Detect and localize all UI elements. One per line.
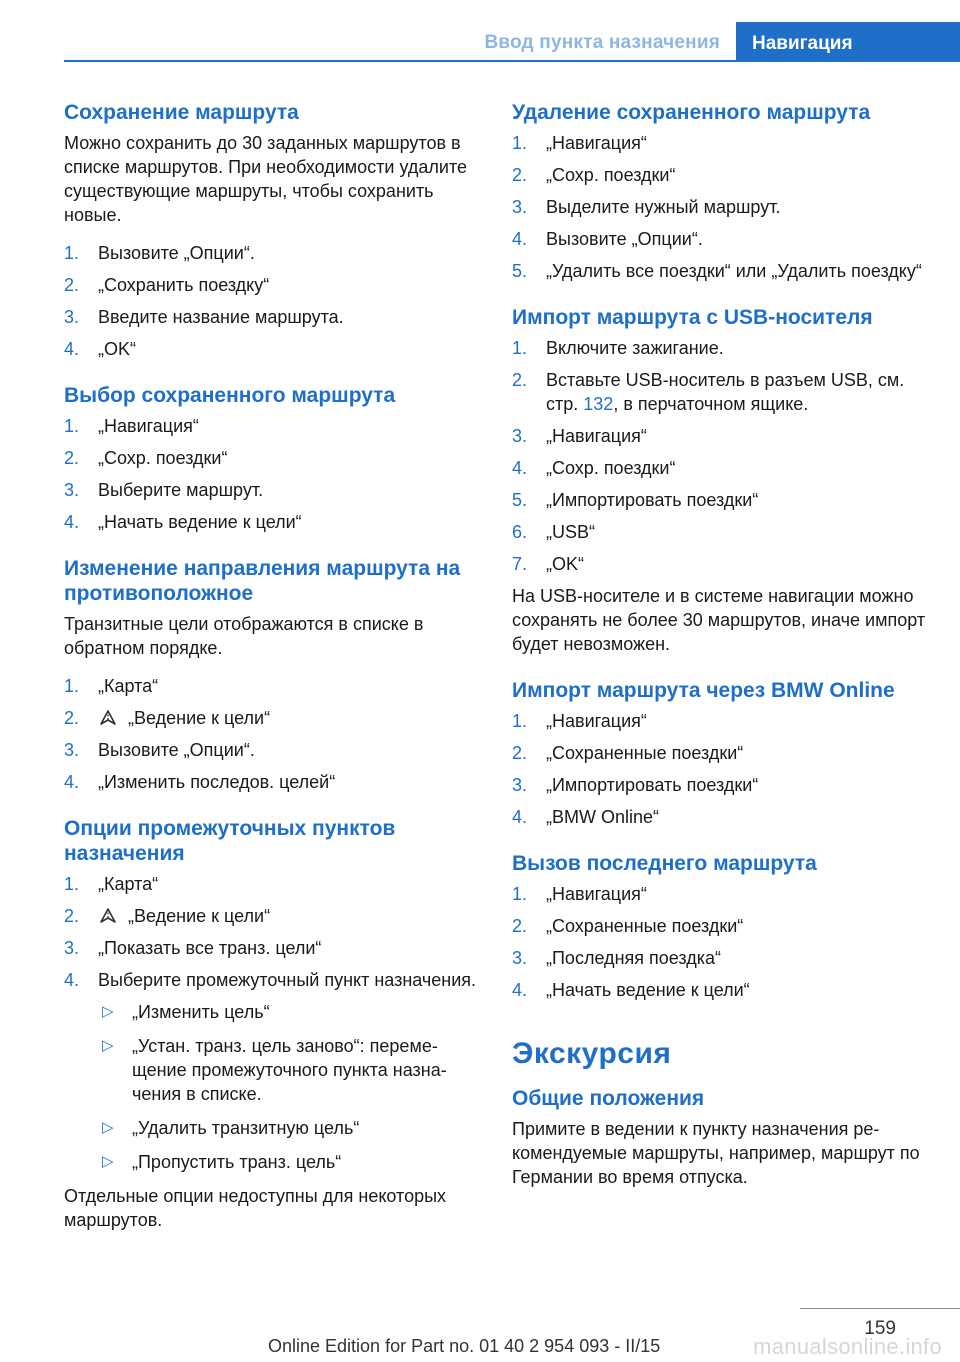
- step-text: „Ведение к цели“: [128, 906, 271, 926]
- step-list: [512, 882, 932, 1002]
- step-number: 2.: [64, 275, 80, 295]
- step-text: Выберите маршрут.: [98, 480, 264, 500]
- step-text: „USB“: [546, 522, 595, 542]
- triangle-right-icon: ▷: [102, 1119, 114, 1136]
- step-item: [64, 674, 484, 698]
- step-number: 1.: [512, 133, 528, 153]
- step-text: „Сохраненные поездки“: [546, 916, 744, 936]
- step-number: 3.: [512, 426, 528, 446]
- step-list: [512, 336, 932, 576]
- step-item: [64, 305, 484, 329]
- triangle-right-icon: ▷: [102, 1037, 114, 1054]
- step-text: „Показать все транз. цели“: [98, 938, 322, 958]
- step-item: [512, 131, 932, 155]
- step-item: [64, 738, 484, 762]
- step-text: „Удалить все поездки“ или „Удалить поездку“: [546, 261, 922, 281]
- step-item: [64, 936, 484, 960]
- step-item: [64, 478, 484, 502]
- sub-option-item: [98, 1116, 484, 1140]
- sub-option-text: „Пропустить транз. цель“: [132, 1152, 342, 1172]
- section-text: Примите в ведении к пункту назначения рекомендуемые маршруты, например, маршрут по Германии во время отпуска.: [512, 1119, 920, 1187]
- step-item: [64, 904, 484, 928]
- step-list: [64, 674, 484, 794]
- section-text: Транзитные цели отображаются в списке в обратном порядке.: [64, 614, 424, 658]
- step-text: Введите название маршрута.: [98, 307, 344, 327]
- step-number: 1.: [64, 416, 80, 436]
- step-text: „Карта“: [98, 676, 159, 696]
- step-number: 4.: [64, 772, 80, 792]
- step-item: [512, 946, 932, 970]
- step-text: „Навигация“: [546, 884, 647, 904]
- step-text: „Импортировать поездки“: [546, 775, 759, 795]
- step-item: [512, 882, 932, 906]
- step-number: 6.: [512, 522, 528, 542]
- step-list: [512, 131, 932, 283]
- section-title-select-route: Выбор сохраненного маршрута: [64, 384, 396, 407]
- triangle-right-icon: ▷: [102, 1153, 114, 1170]
- section-title-import-bmw-online: Импорт маршрута через BMW Online: [512, 679, 895, 702]
- step-item: [512, 336, 932, 360]
- step-number: 1.: [512, 884, 528, 904]
- step-item: [64, 241, 484, 265]
- step-number: 7.: [512, 554, 528, 574]
- step-number: 4.: [512, 458, 528, 478]
- step-item: [512, 368, 932, 416]
- step-text: Вызовите „Опции“.: [98, 740, 255, 760]
- step-text: „OK“: [98, 339, 136, 359]
- step-item: [512, 424, 932, 448]
- step-item: [512, 456, 932, 480]
- step-number: 3.: [512, 775, 528, 795]
- step-text: Вставьте USB-носитель в разъем USB, см. стр.: [546, 370, 905, 414]
- section-text: На USB-носителе и в системе навигации можно сохранять не более 30 маршрутов, иначе импорт будет невозможен.: [512, 586, 926, 654]
- step-number: 2.: [64, 448, 80, 468]
- step-text: „Навигация“: [546, 426, 647, 446]
- step-item: [512, 709, 932, 733]
- step-text: Вызовите „Опции“.: [546, 229, 703, 249]
- step-text: „Импортировать поездки“: [546, 490, 759, 510]
- step-number: 1.: [64, 874, 80, 894]
- step-text: „Изменить последов. целей“: [98, 772, 336, 792]
- sub-option-text: „Изменить цель“: [132, 1002, 270, 1022]
- navigation-arrow-icon: [98, 907, 118, 925]
- step-text: Выделите нужный маршрут.: [546, 197, 781, 217]
- step-item: [64, 770, 484, 794]
- step-text: „Ведение к цели“: [128, 708, 271, 728]
- edition-note: Online Edition for Part no. 01 40 2 954 093 - II/15: [268, 1336, 661, 1356]
- sub-option-item: [98, 1034, 484, 1106]
- section-title-import-usb: Импорт маршрута с USB-носителя: [512, 306, 873, 329]
- step-item: [512, 227, 932, 251]
- step-number: 4.: [512, 807, 528, 827]
- step-number: 3.: [64, 740, 80, 760]
- step-number: 3.: [512, 948, 528, 968]
- step-item: [512, 978, 932, 1002]
- step-text: „OK“: [546, 554, 584, 574]
- step-list: [512, 709, 932, 829]
- step-number: 4.: [64, 512, 80, 532]
- watermark: manualsonline.info: [753, 1334, 942, 1359]
- step-number: 2.: [512, 743, 528, 763]
- step-item: [64, 273, 484, 297]
- section-title-general: Общие положения: [512, 1087, 705, 1110]
- step-number: 4.: [512, 229, 528, 249]
- sub-option-item: [98, 1000, 484, 1024]
- step-text: Вызовите „Опции“.: [98, 243, 255, 263]
- section-text: Можно сохранить до 30 заданных маршрутов в списке маршрутов. При необходимости удалите существующие маршруты, чтобы сохранить новые.: [64, 133, 468, 225]
- step-item: [512, 195, 932, 219]
- step-item: [512, 914, 932, 938]
- step-item: [512, 163, 932, 187]
- step-number: 3.: [512, 197, 528, 217]
- sub-option-list: [98, 1000, 484, 1174]
- step-number: 2.: [512, 165, 528, 185]
- page-number-rule: [800, 1308, 960, 1309]
- step-text: Выберите промежуточный пункт назначения.: [98, 970, 477, 990]
- step-list: [64, 241, 484, 361]
- step-text: „Навигация“: [546, 133, 647, 153]
- step-text: „BMW Online“: [546, 807, 660, 827]
- step-item: [512, 259, 932, 283]
- sub-option-text: „Устан. транз. цель заново“: перемещение промежуточного пункта назначения в списке.: [132, 1036, 447, 1104]
- step-item: [512, 520, 932, 544]
- step-item: [64, 337, 484, 361]
- step-number: 1.: [64, 243, 80, 263]
- step-number: 2.: [512, 370, 528, 390]
- step-number: 3.: [64, 480, 80, 500]
- step-number: 3.: [64, 307, 80, 327]
- section-title-waypoint-options: Опции промежуточных пунктов назначения: [64, 817, 396, 865]
- step-text: „Последняя поездка“: [546, 948, 722, 968]
- step-text: „Сохр. поездки“: [98, 448, 228, 468]
- left-column: [64, 100, 484, 1246]
- step-text: „Навигация“: [98, 416, 199, 436]
- step-item: [64, 510, 484, 534]
- step-item: [64, 446, 484, 470]
- step-number: 5.: [512, 261, 528, 281]
- page-footer: [0, 1300, 960, 1362]
- step-text: Включите зажигание.: [546, 338, 724, 358]
- right-column: [512, 100, 932, 1203]
- step-number: 4.: [64, 339, 80, 359]
- step-list: [64, 414, 484, 534]
- section-title-reverse-route: Изменение направления маршрута на противоположное: [64, 557, 461, 605]
- step-text: „Сохр. поездки“: [546, 458, 676, 478]
- step-text: „Карта“: [98, 874, 159, 894]
- step-number: 4.: [64, 970, 80, 990]
- triangle-right-icon: ▷: [102, 1003, 114, 1020]
- step-text: „Начать ведение к цели“: [98, 512, 302, 532]
- chapter-title-excursion: Экскурсия: [512, 1037, 672, 1070]
- step-number: 1.: [64, 676, 80, 696]
- step-item: [512, 488, 932, 512]
- step-list: [64, 872, 484, 1174]
- step-text: „Сохранить поездку“: [98, 275, 270, 295]
- step-item: [512, 773, 932, 797]
- step-text: , в перчаточном ящике.: [613, 394, 809, 414]
- step-number: 2.: [64, 708, 80, 728]
- step-number: 3.: [64, 938, 80, 958]
- step-number: 1.: [512, 711, 528, 731]
- step-item: [64, 872, 484, 896]
- step-item: [512, 741, 932, 765]
- page-header: [0, 22, 960, 62]
- step-item: [64, 706, 484, 730]
- step-number: 2.: [512, 916, 528, 936]
- header-section-title: Ввод пункта назначения: [484, 32, 720, 53]
- step-number: 4.: [512, 980, 528, 1000]
- step-item: [64, 414, 484, 438]
- header-chapter-tab: Навигация: [736, 22, 960, 62]
- page-number: 159: [864, 1318, 896, 1339]
- step-number: 1.: [512, 338, 528, 358]
- section-text: Отдельные опции недоступны для некоторых маршрутов.: [64, 1186, 447, 1230]
- sub-option-text: „Удалить транзитную цель“: [132, 1118, 360, 1138]
- navigation-arrow-icon: [98, 709, 118, 727]
- sub-option-item: [98, 1150, 484, 1174]
- section-title-last-route: Вызов последнего маршрута: [512, 852, 817, 875]
- step-item: [64, 968, 484, 1174]
- page-reference-link[interactable]: 132: [583, 394, 614, 414]
- step-text: „Начать ведение к цели“: [546, 980, 750, 1000]
- step-item: [512, 552, 932, 576]
- step-text: „Сохр. поездки“: [546, 165, 676, 185]
- step-number: 5.: [512, 490, 528, 510]
- section-title-save-route: Сохранение маршрута: [64, 101, 299, 124]
- section-title-delete-route: Удаление сохраненного маршрута: [512, 101, 871, 124]
- step-text: „Навигация“: [546, 711, 647, 731]
- step-text: „Сохраненные поездки“: [546, 743, 744, 763]
- step-item: [512, 805, 932, 829]
- step-number: 2.: [64, 906, 80, 926]
